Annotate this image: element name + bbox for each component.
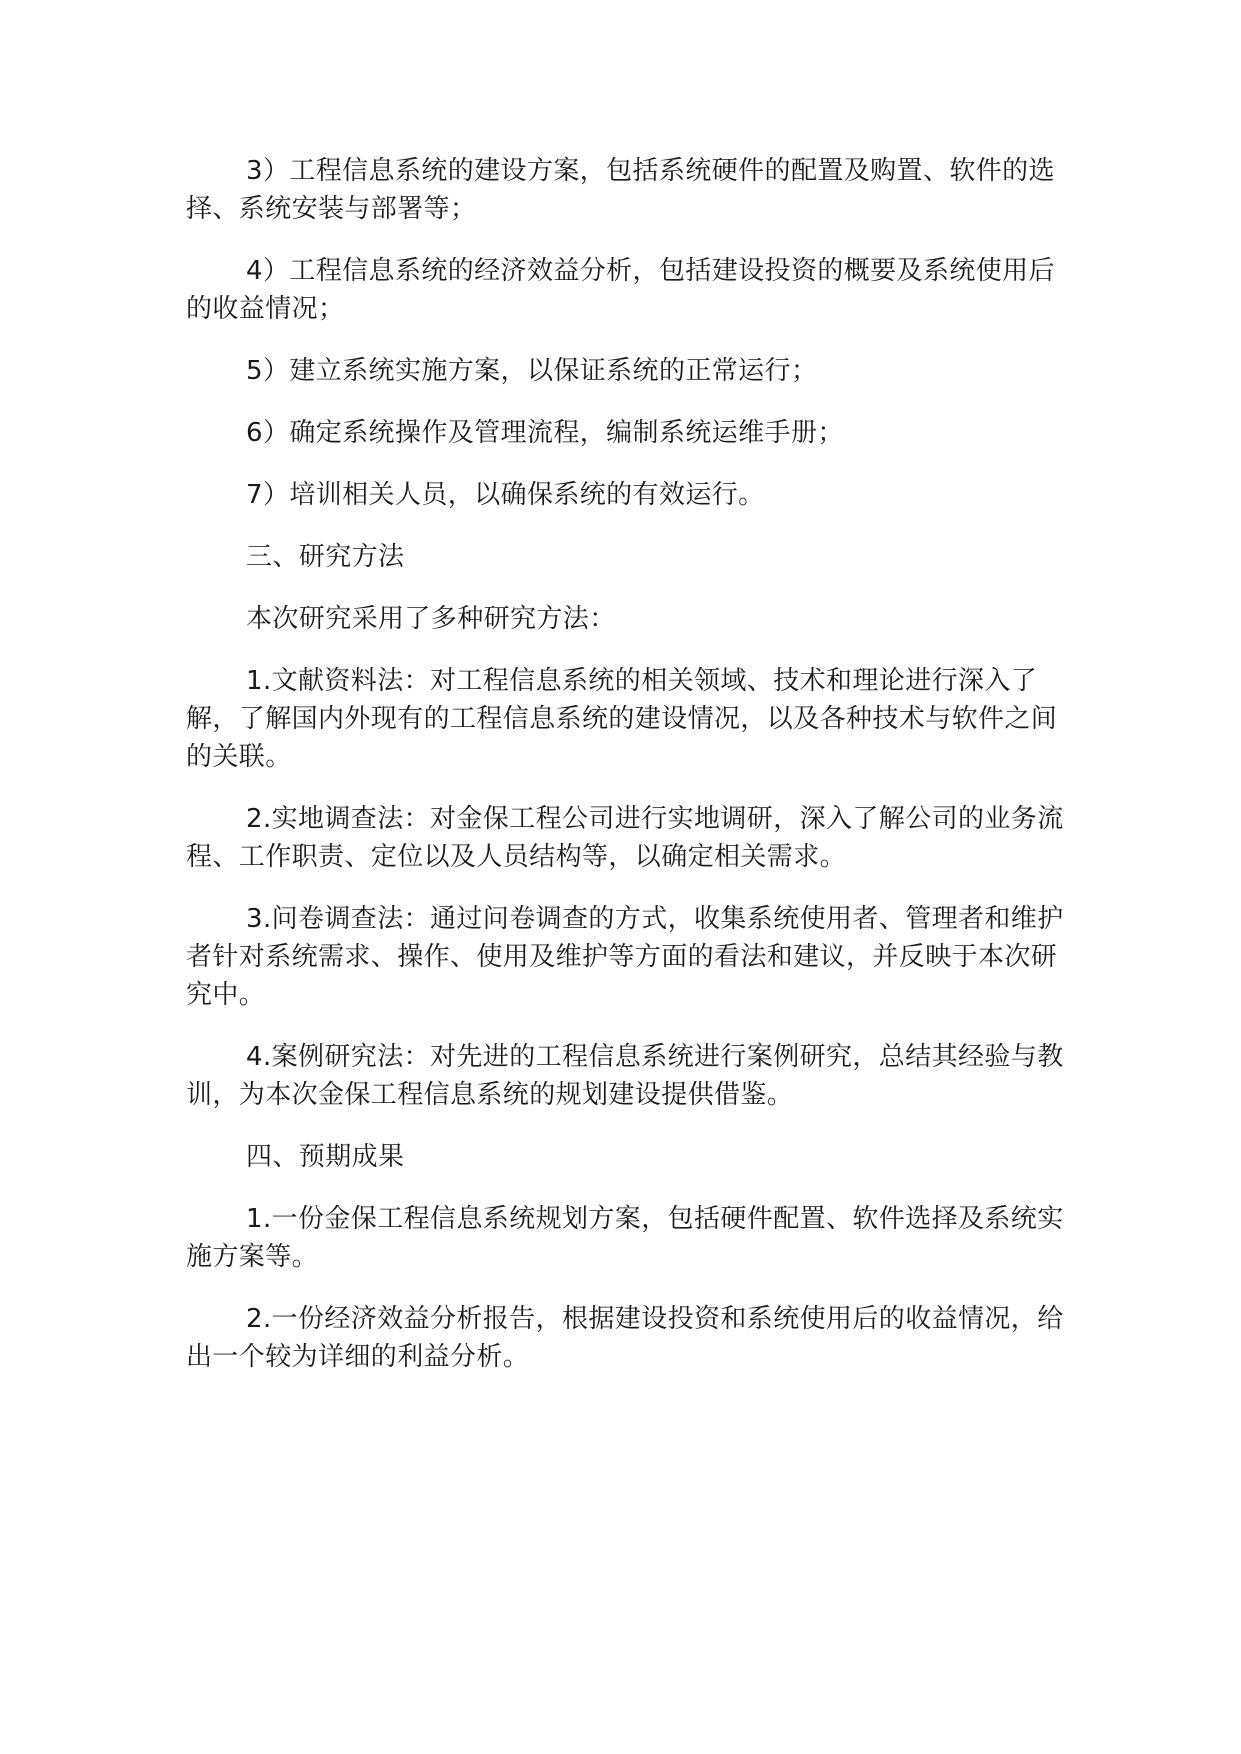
paragraph-item-7: 7）培训相关人员，以确保系统的有效运行。 (246, 480, 765, 510)
paragraph-method-questionnaire: 3.问卷调查法：通过问卷调查的方式，收集系统使用者、管理者和维护者针对系统需求、操作、使用及维护等方面的看法和建议，并反映于本次研究中。 (186, 904, 1064, 1010)
paragraph-method-fieldwork: 2.实地调查法：对金保工程公司进行实地调研，深入了解公司的业务流程、工作职责、定位以及人员结构等，以确定相关需求。 (186, 804, 1064, 872)
paragraph-item-3: 3）工程信息系统的建设方案，包括系统硬件的配置及购置、软件的选择、系统安装与部署等； (186, 156, 1055, 224)
document-body (186, 152, 1066, 1376)
paragraph-item-5: 5）建立系统实施方案，以保证系统的正常运行； (246, 356, 818, 386)
section-heading-outcomes: 四、预期成果 (246, 1142, 405, 1172)
paragraph-item-4: 4）工程信息系统的经济效益分析，包括建设投资的概要及系统使用后的收益情况； (186, 256, 1055, 324)
section-heading-methods: 三、研究方法 (246, 542, 405, 572)
paragraph-method-literature: 1.文献资料法：对工程信息系统的相关领域、技术和理论进行深入了解，了解国内外现有的工程信息系统的建设情况，以及各种技术与软件之间的关联。 (186, 666, 1058, 772)
paragraph-outcome-report: 2.一份经济效益分析报告，根据建设投资和系统使用后的收益情况，给出一个较为详细的利益分析。 (186, 1304, 1064, 1372)
paragraph-method-case-study: 4.案例研究法：对先进的工程信息系统进行案例研究，总结其经验与教训，为本次金保工程信息系统的规划建设提供借鉴。 (186, 1042, 1064, 1110)
paragraph-item-6: 6）确定系统操作及管理流程，编制系统运维手册； (246, 418, 844, 448)
paragraph-outcome-plan: 1.一份金保工程信息系统规划方案，包括硬件配置、软件选择及系统实施方案等。 (186, 1204, 1064, 1272)
paragraph-methods-intro: 本次研究采用了多种研究方法： (246, 604, 616, 634)
